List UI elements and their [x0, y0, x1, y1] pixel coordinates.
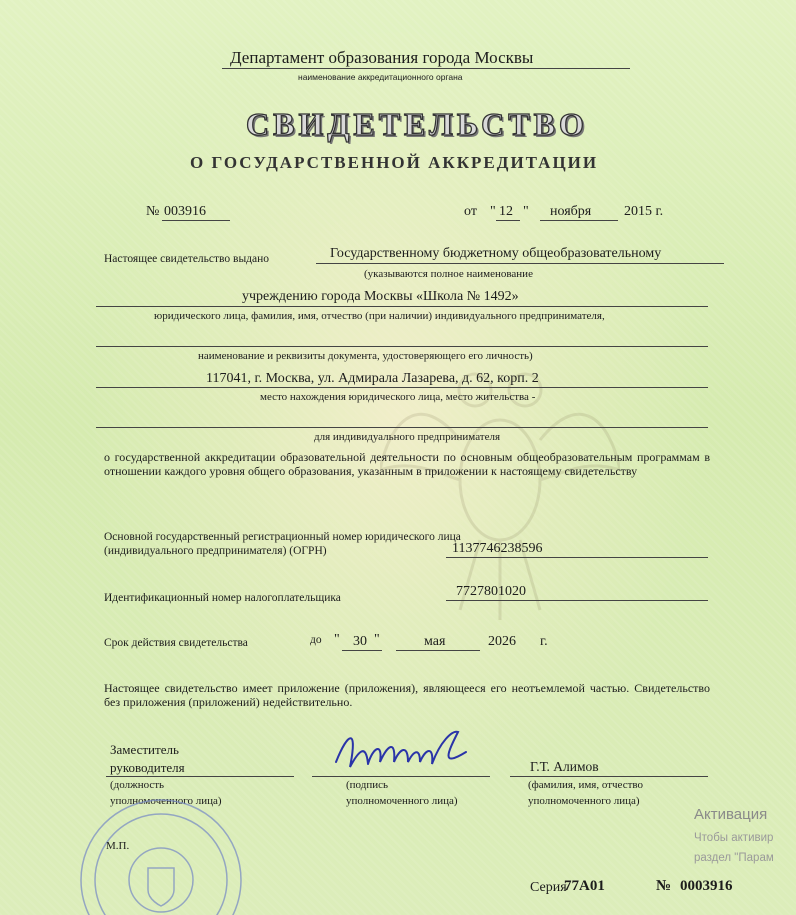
- official-seal-icon: [76, 790, 246, 915]
- ogrn-value: 1137746238596: [452, 541, 543, 556]
- series-label: Серия: [530, 880, 567, 895]
- issued-to-caption3: наименование и реквизиты документа, удостоверяющего его личность): [198, 350, 533, 362]
- inn-value: 7727801020: [456, 584, 526, 599]
- validity-year: 2026: [488, 634, 516, 649]
- validity-quote-close: ": [374, 632, 380, 647]
- number-underline: [162, 220, 230, 221]
- activation-line2: раздел "Парам: [694, 852, 774, 864]
- position-caption2: уполномоченного лица): [110, 795, 222, 807]
- address-underline2: [96, 427, 708, 428]
- date-year: 2015 г.: [624, 204, 664, 219]
- date-month: ноября: [550, 204, 592, 219]
- address-underline: [96, 387, 708, 388]
- validity-month-underline: [396, 650, 480, 651]
- handwritten-signature-icon: [328, 722, 478, 782]
- series-value: 77А01: [564, 878, 605, 894]
- activation-title: Активация: [694, 806, 768, 823]
- issued-to-address: 117041, г. Москва, ул. Адмирала Лазарева, д. 62, корп. 2: [206, 371, 539, 386]
- name-caption2: уполномоченного лица): [528, 795, 640, 807]
- signature-caption1: (подпись: [346, 779, 389, 791]
- signer-name: Г.Т. Алимов: [530, 759, 599, 774]
- validity-month: мая: [424, 634, 446, 649]
- issued-to-caption1: (указываются полное наименование: [364, 268, 533, 280]
- accreditation-text: о государственной аккредитации образовательной деятельности по основным общеобразовательным программам в отношении каждого уровня общего образования, указанным в приложении к настоящему свидетельству: [104, 450, 710, 478]
- document-title: СВИДЕТЕЛЬСТВО: [246, 106, 588, 142]
- activation-line1: Чтобы активир: [694, 832, 774, 844]
- day-underline: [496, 220, 520, 221]
- validity-day-underline: [342, 650, 382, 651]
- ogrn-label-line2: (индивидуального предпринимателя) (ОГРН): [104, 545, 327, 557]
- issuer-caption: наименование аккредитационного органа: [298, 72, 463, 82]
- series-number-sign: №: [656, 878, 672, 894]
- issuer-name: Департамент образования города Москвы: [230, 48, 534, 67]
- position-caption1: (должность: [110, 779, 165, 791]
- issued-to-underline3: [96, 346, 708, 347]
- issued-to-caption4: место нахождения юридического лица, место жительства -: [260, 391, 536, 403]
- issued-to-label: Настоящее свидетельство выдано: [104, 253, 270, 265]
- document-subtitle: О ГОСУДАРСТВЕННОЙ АККРЕДИТАЦИИ: [190, 153, 599, 172]
- series-number: 0003916: [680, 878, 733, 894]
- position-underline: [106, 776, 294, 777]
- name-underline: [510, 776, 708, 777]
- certificate-number: 003916: [164, 204, 206, 219]
- issued-to-caption2: юридического лица, фамилия, имя, отчество (при наличии) индивидуального предпринимателя,: [154, 310, 605, 322]
- issued-to-underline1: [316, 263, 724, 264]
- issued-to-line1: Государственному бюджетному общеобразовательному: [330, 246, 662, 261]
- inn-label: Идентификационный номер налогоплательщика: [104, 592, 341, 604]
- date-quote-open: ": [490, 204, 496, 219]
- validity-year-suffix: г.: [540, 634, 548, 649]
- number-sign: №: [146, 204, 160, 219]
- issued-to-caption5: для индивидуального предпринимателя: [314, 431, 501, 443]
- signer-position-line2: руководителя: [110, 760, 185, 775]
- validity-until: до: [310, 634, 322, 646]
- stamp-place: М.П.: [106, 840, 130, 852]
- date-quote-close: ": [523, 204, 529, 219]
- ogrn-label-line1: Основной государственный регистрационный номер юридического лица: [104, 531, 461, 543]
- inn-underline: [446, 600, 708, 601]
- issued-to-line2: учреждению города Москвы «Школа № 1492»: [242, 289, 519, 304]
- validity-label: Срок действия свидетельства: [104, 637, 248, 649]
- signer-position-line1: Заместитель: [110, 742, 179, 757]
- validity-day: 30: [353, 634, 367, 649]
- date-from: от: [464, 204, 477, 219]
- date-day: 12: [499, 204, 513, 219]
- validity-quote-open: ": [334, 632, 340, 647]
- issuer-underline: [222, 68, 630, 69]
- issued-to-underline2: [96, 306, 708, 307]
- month-underline: [540, 220, 618, 221]
- ogrn-underline: [446, 557, 708, 558]
- name-caption1: (фамилия, имя, отчество: [528, 779, 644, 791]
- signature-caption2: уполномоченного лица): [346, 795, 458, 807]
- signature-underline: [312, 776, 490, 777]
- appendix-text: Настоящее свидетельство имеет приложение (приложения), являющееся его неотъемлемой частью. Свидетельство без приложения (приложений) недействительно.: [104, 681, 710, 709]
